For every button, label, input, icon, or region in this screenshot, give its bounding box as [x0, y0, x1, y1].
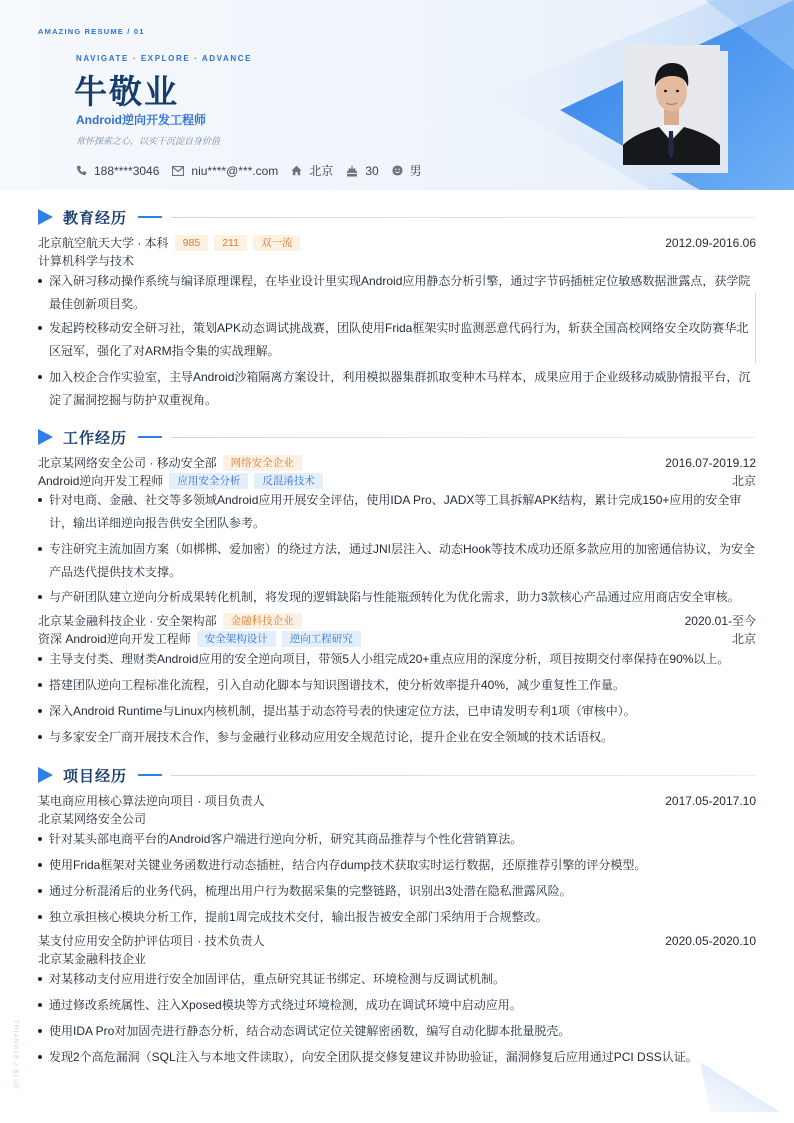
section-education	[38, 207, 756, 227]
work-position-row	[38, 472, 756, 489]
work-date: 2016.07-2019.12	[665, 455, 756, 470]
triangle-icon	[38, 767, 53, 783]
company-tag: 金融科技企业	[223, 613, 302, 629]
phone-icon	[76, 165, 87, 176]
triangle-icon	[38, 429, 53, 445]
section-divider	[171, 775, 756, 776]
project-org: 北京某网络安全公司	[38, 812, 147, 826]
section-dash	[138, 436, 162, 438]
position-tag: 安全架构设计	[197, 631, 276, 647]
section-title: 教育经历	[63, 209, 128, 227]
project-bullet: 通过分析混淆后的业务代码，梳理出用户行为数据采集的完整链路，识别出3处潜在隐私泄露风险。	[38, 880, 756, 903]
school-tag: 211	[214, 235, 247, 251]
nav-tag: NAVIGATE · EXPLORE · ADVANCE	[76, 54, 253, 63]
education-bullet: 深入研习移动操作系统与编译原理课程，在毕业设计里实现Android应用静态分析引擎，通过字节码插桩定位敏感数据泄露点，获学院最佳创新项目奖。	[38, 270, 756, 315]
work-bullet: 深入Android Runtime与Linux内核机制，提出基于动态符号表的快速定位方法，已申请发明专利1项（审核中）。	[38, 700, 756, 723]
education-major-row	[38, 252, 756, 269]
contact-phone	[76, 164, 159, 178]
school-tag: 985	[175, 235, 209, 251]
profile-photo	[623, 45, 720, 165]
section-dash	[138, 216, 162, 218]
contact-gender	[392, 162, 422, 179]
section-divider	[171, 217, 756, 218]
section-work	[38, 427, 756, 447]
project-bullet: 使用Frida框架对关键业务函数进行动态插桩，结合内存dump技术获取实时运行数据，还原推荐引擎的评分模型。	[38, 854, 756, 877]
project-bullet: 使用IDA Pro对加固壳进行静态分析，结合动态调试定位关键解密函数，编写自动化脚本批量脱壳。	[38, 1020, 756, 1043]
work-position-row	[38, 630, 756, 647]
smile-icon	[392, 165, 403, 176]
contact-email	[172, 164, 278, 178]
project-org: 北京某金融科技企业	[38, 952, 147, 966]
project-bullet: 针对某头部电商平台的Android客户端进行逆向分析，研究其商品推荐与个性化营销算法。	[38, 828, 756, 851]
section-divider	[171, 437, 756, 438]
candidate-motto: 常怀探索之心，以实干沉淀自身价值	[76, 136, 221, 146]
work-company-row	[38, 454, 756, 471]
section-projects	[38, 765, 756, 785]
education-bullet: 发起跨校移动安全研习社，策划APK动态调试挑战赛，团队使用Frida框架实时监测恶意代码行为，斩获全国高校网络安全攻防赛华北区冠军，强化了对ARM指令集的实战理解。	[38, 317, 756, 362]
project-title: 某支付应用安全防护评估项目 · 技术负责人	[38, 934, 265, 948]
education-bullet: 加入校企合作实验室，主导Android沙箱隔离方案设计，利用模拟器集群抓取变种木马样本，成果应用于企业级移动威胁情报平台，沉淀了漏洞挖掘与防护双重视角。	[38, 366, 756, 411]
project-bullet: 对某移动支付应用进行安全加固评估，重点研究其证书绑定、环境检测与反调试机制。	[38, 968, 756, 991]
home-icon	[291, 165, 302, 176]
position-tag: 反混淆技术	[254, 473, 323, 489]
project-header-row	[38, 932, 756, 949]
age-text: 30	[365, 163, 379, 178]
section-title: 工作经历	[63, 429, 128, 447]
project-title: 某电商应用核心算法逆向项目 · 项目负责人	[38, 794, 265, 808]
work-bullet: 搭建团队逆向工程标准化流程，引入自动化脚本与知识图谱技术，使分析效率提升40%，减少重复性工作量。	[38, 674, 756, 697]
work-city: 北京	[731, 474, 756, 488]
contact-bar	[76, 162, 435, 179]
triangle-icon	[38, 209, 53, 225]
work-date: 2020.01-至今	[684, 614, 756, 628]
education-header	[38, 234, 756, 251]
city-text: 北京	[309, 164, 334, 178]
company-tag: 网络安全企业	[223, 455, 302, 471]
portrait-illustration	[623, 45, 720, 165]
position-tag: 应用安全分析	[169, 473, 248, 489]
phone-text: 188****3046	[94, 163, 160, 178]
work-bullet: 与多家安全厂商开展技术合作，参与金融行业移动应用安全规范讨论，提升企业在安全领域的技术话语权。	[38, 726, 756, 749]
work-bullet: 与产研团队建立逆向分析成果转化机制，将发现的逻辑缺陷与性能瓶颈转化为优化需求，助力3款核心产品通过应用商店安全审核。	[38, 586, 756, 609]
education-date: 2012.09-2016.06	[665, 235, 756, 250]
project-bullet: 独立承担核心模块分析工作，提前1周完成技术交付，输出报告被安全部门采纳用于合规整改。	[38, 906, 756, 929]
contact-city	[291, 162, 333, 179]
scroll-indicator-line	[755, 293, 756, 363]
position-title: 资深 Android逆向开发工程师	[38, 632, 191, 646]
school-tag: 双一流	[253, 235, 301, 251]
contact-age	[346, 164, 378, 178]
major: 计算机科学与技术	[38, 254, 135, 268]
project-date: 2020.05-2020.10	[665, 933, 756, 948]
position-tag: 逆向工程研究	[282, 631, 361, 647]
side-vertical-tag: TRIANGLE / BLUE	[12, 1020, 18, 1091]
project-header-row	[38, 792, 756, 809]
cake-icon	[346, 165, 358, 177]
section-dash	[138, 774, 162, 776]
position-title: Android逆向开发工程师	[38, 474, 164, 488]
project-org-row	[38, 810, 756, 827]
work-bullet: 针对电商、金融、社交等多领域Android应用开展安全评估，使用IDA Pro、JADX等工具拆解APK结构，累计完成150+应用的安全审计，输出详细逆向报告供安全团队参考。	[38, 489, 756, 534]
work-bullet: 专注研究主流加固方案（如梆梆、爱加密）的绕过方法，通过JNI层注入、动态Hook等技术成功还原多款应用的加密通信协议，为安全产品迭代提供技术支撑。	[38, 538, 756, 583]
company-name: 北京某网络安全公司 · 移动安全部	[38, 456, 217, 470]
candidate-role: Android逆向开发工程师	[76, 113, 206, 127]
company-name: 北京某金融科技企业 · 安全架构部	[38, 614, 217, 628]
section-title: 项目经历	[63, 767, 128, 785]
work-bullet: 主导支付类、理财类Android应用的安全逆向项目，带领5人小组完成20+重点应用的深度分析，项目按期交付率保持在90%以上。	[38, 648, 756, 671]
work-city: 北京	[731, 632, 756, 646]
gender-text: 男	[409, 164, 422, 178]
project-bullet: 发现2个高危漏洞（SQL注入与本地文件读取），向安全团队提交修复建议并协助验证，漏洞修复后应用通过PCI DSS认证。	[38, 1046, 756, 1069]
top-tag: AMAZING RESUME / 01	[38, 27, 145, 36]
mail-icon	[172, 166, 184, 176]
project-date: 2017.05-2017.10	[665, 793, 756, 808]
school-name: 北京航空航天大学 · 本科	[38, 236, 169, 250]
email-text: niu****@***.com	[191, 163, 279, 178]
work-company-row	[38, 612, 756, 629]
candidate-name: 牛敬业	[74, 73, 179, 110]
project-org-row	[38, 950, 756, 967]
project-bullet: 通过修改系统属性、注入Xposed模块等方式绕过环境检测，成功在调试环境中启动应用。	[38, 994, 756, 1017]
